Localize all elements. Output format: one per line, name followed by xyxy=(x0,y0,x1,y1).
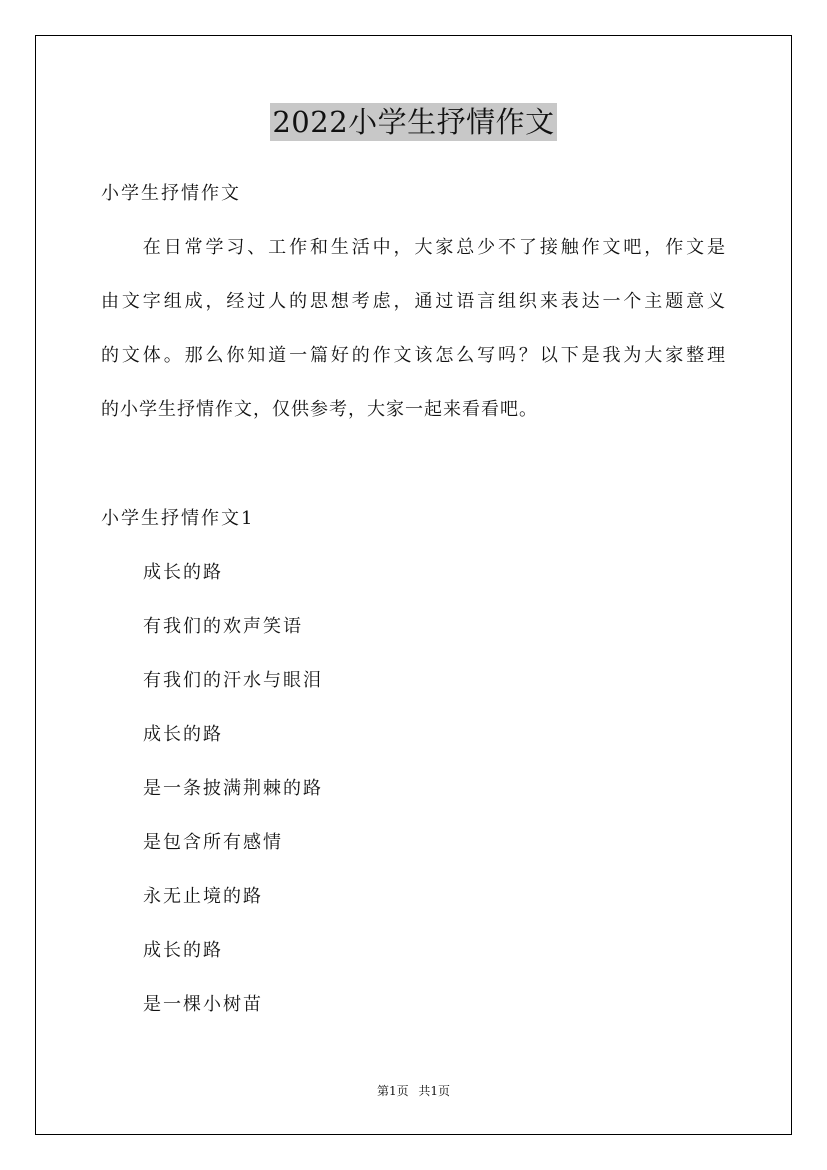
page-number-current: 第1页 xyxy=(376,1084,409,1098)
section-heading: 小学生抒情作文 xyxy=(101,183,241,204)
intro-line: 由文字组成，经过人的思想考虑，通过语言组织来表达一个主题意义 xyxy=(101,291,726,312)
essay1-heading: 小学生抒情作文1 xyxy=(101,508,255,529)
poem-line: 是一条披满荆棘的路 xyxy=(143,778,323,799)
poem-line: 成长的路 xyxy=(143,724,223,745)
intro-line: 的文体。那么你知道一篇好的作文该怎么写吗？以下是我为大家整理 xyxy=(101,345,726,366)
page-footer xyxy=(0,1083,827,1099)
page-number-total: 共1页 xyxy=(418,1084,451,1098)
document-title: 2022小学生抒情作文 xyxy=(272,105,555,139)
poem-line: 有我们的汗水与眼泪 xyxy=(143,670,323,691)
poem-line: 是包含所有感情 xyxy=(143,832,283,853)
poem-line: 有我们的欢声笑语 xyxy=(143,616,303,637)
poem-line: 成长的路 xyxy=(143,562,223,583)
title-container xyxy=(0,103,827,141)
poem-line: 永无止境的路 xyxy=(143,886,263,907)
poem-line: 是一棵小树苗 xyxy=(143,994,263,1015)
intro-line: 在日常学习、工作和生活中，大家总少不了接触作文吧，作文是 xyxy=(101,237,726,258)
poem-line: 成长的路 xyxy=(143,940,223,961)
intro-line: 的小学生抒情作文，仅供参考，大家一起来看看吧。 xyxy=(101,399,538,420)
